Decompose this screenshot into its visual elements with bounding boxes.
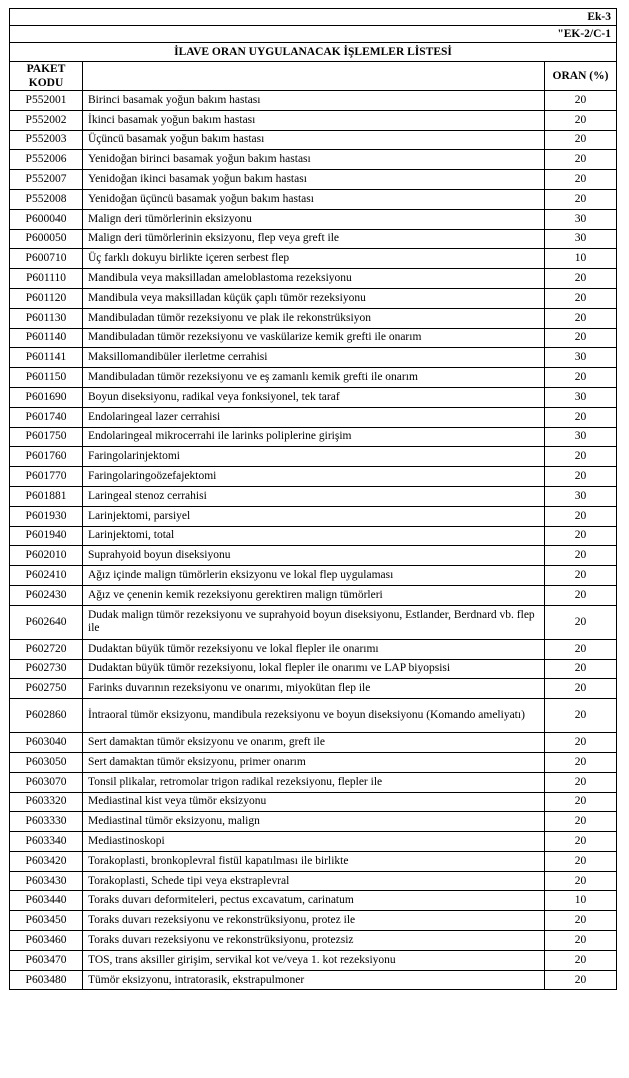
package-code-cell: P601760 [10,447,83,467]
rate-cell: 20 [545,931,617,951]
rate-cell: 20 [545,911,617,931]
table-row [10,368,617,388]
description-cell: Mandibuladan tümör rezeksiyonu ve plak ile rekonstrüksiyon [83,308,545,328]
rate-cell: 30 [545,387,617,407]
table-row [10,639,617,659]
rate-cell: 20 [545,792,617,812]
rate-cell: 20 [545,659,617,679]
description-cell: Endolaringeal mikrocerrahi ile larinks poliplerine girişim [83,427,545,447]
table-row [10,130,617,150]
rate-cell: 20 [545,605,617,639]
rate-cell: 20 [545,308,617,328]
package-code-cell: P603430 [10,871,83,891]
description-cell: Maksillomandibüler ilerletme cerrahisi [83,348,545,368]
package-code-cell: P603480 [10,970,83,990]
description-cell: Faringolaringoözefajektomi [83,467,545,487]
rate-cell: 20 [545,752,617,772]
table-row [10,150,617,170]
ek-sub-label: "EK-2/C-1 [10,26,617,43]
package-code-cell: P600040 [10,209,83,229]
rate-cell: 20 [545,871,617,891]
package-code-cell: P603070 [10,772,83,792]
table-row [10,812,617,832]
rate-cell: 30 [545,486,617,506]
package-code-cell: P602640 [10,605,83,639]
description-cell: Mandibula veya maksilladan ameloblastoma rezeksiyonu [83,269,545,289]
rate-cell: 20 [545,91,617,111]
ek-label: Ek-3 [10,9,617,26]
description-cell: Torakoplasti, Schede tipi veya ekstraplevral [83,871,545,891]
table-row [10,427,617,447]
package-code-cell: P603450 [10,911,83,931]
package-code-cell: P603050 [10,752,83,772]
table-row [10,447,617,467]
description-cell: Mediastinal kist veya tümör eksizyonu [83,792,545,812]
rate-cell: 20 [545,566,617,586]
description-cell: Toraks duvarı deformiteleri, pectus excavatum, carinatum [83,891,545,911]
description-cell: Yenidoğan üçüncü basamak yoğun bakım hastası [83,189,545,209]
package-code-cell: P552008 [10,189,83,209]
rate-cell: 20 [545,970,617,990]
package-code-cell: P601750 [10,427,83,447]
description-cell: Yenidoğan birinci basamak yoğun bakım hastası [83,150,545,170]
table-row [10,189,617,209]
description-cell: Mediastinoskopi [83,832,545,852]
package-code-cell: P603470 [10,950,83,970]
table-row [10,659,617,679]
ek-row [10,9,617,26]
table-row [10,851,617,871]
table-row [10,407,617,427]
description-cell: Dudak malign tümör rezeksiyonu ve suprahyoid boyun diseksiyonu, Estlander, Berdnard vb. flep ile [83,605,545,639]
rate-cell: 20 [545,110,617,130]
table-row [10,486,617,506]
description-cell: Üç farklı dokuyu birlikte içeren serbest flep [83,249,545,269]
description-cell: Ağız içinde malign tümörlerin eksizyonu ve lokal flep uygulaması [83,566,545,586]
rate-cell: 20 [545,467,617,487]
package-code-cell: P601130 [10,308,83,328]
rate-cell: 20 [545,407,617,427]
package-code-cell: P601150 [10,368,83,388]
table-row [10,209,617,229]
package-code-cell: P601770 [10,467,83,487]
rate-cell: 20 [545,447,617,467]
description-cell: Torakoplasti, bronkoplevral fistül kapatılması ile birlikte [83,851,545,871]
description-cell: Mandibuladan tümör rezeksiyonu ve vaskülarize kemik grefti ile onarım [83,328,545,348]
package-code-cell: P602410 [10,566,83,586]
rate-cell: 20 [545,269,617,289]
table-row [10,348,617,368]
description-cell: Tümör eksizyonu, intratorasik, ekstrapulmoner [83,970,545,990]
rate-cell: 30 [545,427,617,447]
rate-cell: 20 [545,733,617,753]
table-row [10,931,617,951]
column-header-rate: ORAN (%) [545,62,617,91]
package-code-cell: P601881 [10,486,83,506]
column-header-code [10,62,83,91]
description-cell: Toraks duvarı rezeksiyonu ve rekonstrüksiyonu, protez ile [83,911,545,931]
table-row [10,970,617,990]
description-cell: Yenidoğan ikinci basamak yoğun bakım hastası [83,170,545,190]
package-code-cell: P603420 [10,851,83,871]
description-cell: Dudaktan büyük tümör rezeksiyonu ve lokal flepler ile onarımı [83,639,545,659]
table-row [10,506,617,526]
package-code-cell: P600710 [10,249,83,269]
package-code-cell: P602860 [10,699,83,733]
column-header-row [10,62,617,91]
package-code-cell: P601140 [10,328,83,348]
table-row [10,249,617,269]
package-code-cell: P601120 [10,288,83,308]
table-row [10,91,617,111]
rate-cell: 20 [545,506,617,526]
description-cell: Boyun diseksiyonu, radikal veya fonksiyonel, tek taraf [83,387,545,407]
description-cell: Mandibula veya maksilladan küçük çaplı tümör rezeksiyonu [83,288,545,308]
document-title: İLAVE ORAN UYGULANACAK İŞLEMLER LİSTESİ [10,43,617,62]
table-row [10,566,617,586]
description-cell: TOS, trans aksiller girişim, servikal kot ve/veya 1. kot rezeksiyonu [83,950,545,970]
rate-cell: 20 [545,699,617,733]
description-cell: Malign deri tümörlerinin eksizyonu, flep veya greft ile [83,229,545,249]
rate-cell: 20 [545,368,617,388]
rate-cell: 20 [545,585,617,605]
package-code-cell: P601930 [10,506,83,526]
rate-cell: 20 [545,170,617,190]
package-code-cell: P600050 [10,229,83,249]
package-code-cell: P552007 [10,170,83,190]
table-row [10,911,617,931]
package-code-cell: P552001 [10,91,83,111]
rate-cell: 20 [545,288,617,308]
column-header-code-line2: KODU [28,77,64,89]
description-cell: Sert damaktan tümör eksizyonu, primer onarım [83,752,545,772]
package-code-cell: P602430 [10,585,83,605]
package-code-cell: P602750 [10,679,83,699]
rate-cell: 30 [545,348,617,368]
package-code-cell: P601690 [10,387,83,407]
package-code-cell: P601740 [10,407,83,427]
package-code-cell: P603320 [10,792,83,812]
table-row [10,387,617,407]
table-row [10,772,617,792]
description-cell: Larinjektomi, parsiyel [83,506,545,526]
rate-cell: 30 [545,209,617,229]
table-row [10,792,617,812]
description-cell: Mandibuladan tümör rezeksiyonu ve eş zamanlı kemik grefti ile onarım [83,368,545,388]
table-row [10,328,617,348]
table-row [10,679,617,699]
rate-cell: 10 [545,249,617,269]
package-code-cell: P601110 [10,269,83,289]
rate-cell: 20 [545,150,617,170]
rate-cell: 20 [545,772,617,792]
table-row [10,950,617,970]
rate-cell: 20 [545,546,617,566]
description-cell: Laringeal stenoz cerrahisi [83,486,545,506]
table-row [10,110,617,130]
description-cell: Toraks duvarı rezeksiyonu ve rekonstrüksiyonu, protezsiz [83,931,545,951]
description-cell: Faringolarinjektomi [83,447,545,467]
package-code-cell: P552006 [10,150,83,170]
rate-cell: 20 [545,950,617,970]
table-row [10,526,617,546]
ek-sub-row [10,26,617,43]
table-row [10,269,617,289]
table-row [10,585,617,605]
description-cell: Endolaringeal lazer cerrahisi [83,407,545,427]
description-cell: Larinjektomi, total [83,526,545,546]
table-row [10,546,617,566]
table-row [10,605,617,639]
table-row [10,752,617,772]
rate-cell: 20 [545,189,617,209]
package-code-cell: P552003 [10,130,83,150]
package-code-cell: P602730 [10,659,83,679]
rate-cell: 10 [545,891,617,911]
table-row [10,229,617,249]
rate-cell: 20 [545,526,617,546]
description-cell: Ağız ve çenenin kemik rezeksiyonu gerektiren malign tümörleri [83,585,545,605]
rate-cell: 20 [545,130,617,150]
description-cell: Sert damaktan tümör eksizyonu ve onarım, greft ile [83,733,545,753]
description-cell: Mediastinal tümör eksizyonu, malign [83,812,545,832]
table-row [10,308,617,328]
table-row [10,467,617,487]
package-code-cell: P602720 [10,639,83,659]
rate-cell: 20 [545,679,617,699]
description-cell: İkinci basamak yoğun bakım hastası [83,110,545,130]
description-cell: İntraoral tümör eksizyonu, mandibula rezeksiyonu ve boyun diseksiyonu (Komando ameliyatı) [83,699,545,733]
package-code-cell: P602010 [10,546,83,566]
table-row [10,288,617,308]
table-row [10,733,617,753]
rate-cell: 20 [545,851,617,871]
package-code-cell: P601940 [10,526,83,546]
table-body [10,9,617,990]
package-code-cell: P601141 [10,348,83,368]
column-header-code-line1: PAKET [26,63,66,75]
description-cell: Dudaktan büyük tümör rezeksiyonu, lokal flepler ile onarımı ve LAP biyopsisi [83,659,545,679]
package-code-cell: P603330 [10,812,83,832]
package-code-cell: P603440 [10,891,83,911]
rate-cell: 20 [545,328,617,348]
column-header-description [83,62,545,91]
description-cell: Farinks duvarının rezeksiyonu ve onarımı, miyokütan flep ile [83,679,545,699]
rate-cell: 20 [545,812,617,832]
rate-cell: 20 [545,832,617,852]
package-code-cell: P603040 [10,733,83,753]
rate-cell: 20 [545,639,617,659]
title-row [10,43,617,62]
table-row [10,832,617,852]
procedure-table [9,8,617,990]
table-row [10,891,617,911]
description-cell: Üçüncü basamak yoğun bakım hastası [83,130,545,150]
package-code-cell: P603340 [10,832,83,852]
description-cell: Birinci basamak yoğun bakım hastası [83,91,545,111]
description-cell: Tonsil plikalar, retromolar trigon radikal rezeksiyonu, flepler ile [83,772,545,792]
table-row [10,699,617,733]
package-code-cell: P603460 [10,931,83,951]
rate-cell: 30 [545,229,617,249]
table-row [10,871,617,891]
description-cell: Suprahyoid boyun diseksiyonu [83,546,545,566]
table-row [10,170,617,190]
description-cell: Malign deri tümörlerinin eksizyonu [83,209,545,229]
package-code-cell: P552002 [10,110,83,130]
